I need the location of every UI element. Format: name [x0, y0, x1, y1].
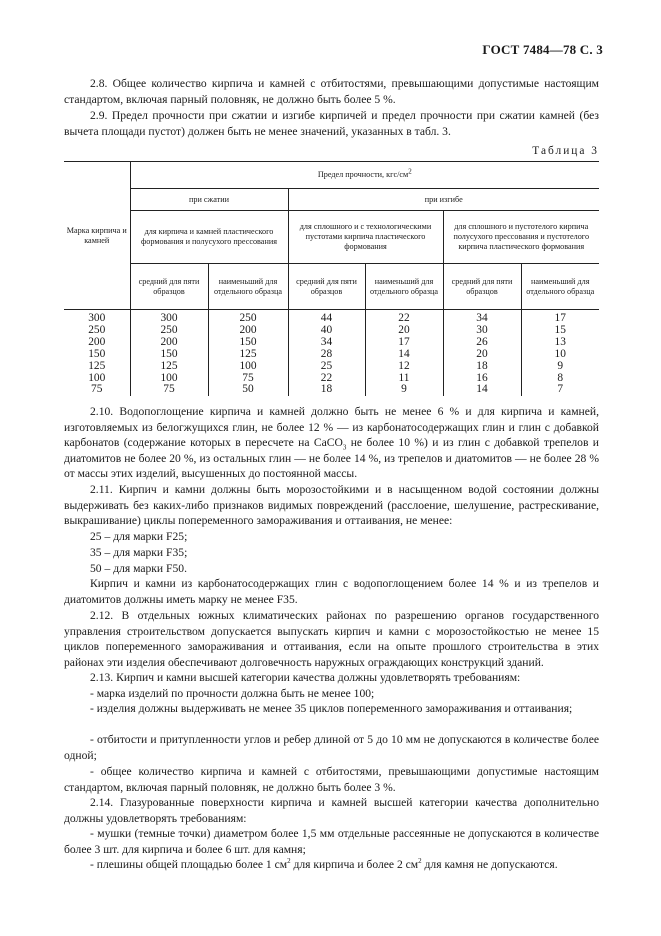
glaze-item-spots-text: - мушки (темные точки) диаметром более 1,5 мм отдельные рассеянные не допускаются в количестве более 3 шт. для кирпича и более 6 шт. для камня; [64, 827, 599, 856]
sub-avg-header: средний для пяти образцов [130, 264, 208, 310]
paragraph-2-10 [64, 404, 599, 482]
table-cell: 40 [320, 323, 333, 336]
col-mark-values [64, 310, 130, 397]
table-cell: 100 [160, 371, 178, 384]
col-compression-avg-values [130, 310, 208, 397]
sub-min-header: наименьший для отдельного образца [208, 264, 288, 310]
table-cell: 20 [476, 347, 488, 360]
paragraph-2-9 [64, 108, 599, 139]
strength-table [64, 161, 599, 396]
table-cell: 75 [163, 383, 175, 396]
frost-item-f35 [64, 545, 599, 561]
paragraph-2-8 [64, 76, 599, 107]
col-bending-hollow-avg-values [443, 310, 521, 397]
paragraph-2-14 [64, 795, 599, 826]
sub-avg-header: средний для пяти образцов [443, 264, 521, 310]
requirement-chipped [64, 764, 599, 795]
col-bending-solid-avg-values [288, 310, 365, 397]
glaze-sup-2: 2 [418, 857, 422, 866]
table-cell: 250 [239, 312, 257, 324]
requirement-strength [64, 686, 599, 702]
table-cell: 100 [88, 371, 106, 384]
paragraph-2-14-text: 2.14. Глазурованные поверхности кирпича и камней высшей категории качества дополнительно должны удовлетворять требованиям: [64, 796, 599, 825]
group-compression-header: для кирпича и камней пластического формования и полусухого прессования [130, 211, 288, 264]
table-cell: 300 [160, 312, 178, 324]
requirement-corners-text: - отбитости и притупленности углов и ребер длиной от 5 до 10 мм не допускаются в количестве более одной; [64, 733, 599, 762]
table-cell: 44 [320, 312, 333, 324]
paragraph-2-9-text: 2.9. Предел прочности при сжатии и изгибе кирпичей и предел прочности при сжатии камней (без вычета площади пустот) должен быть не менее значений, указанных в табл. 3. [64, 109, 599, 138]
table-cell: 75 [91, 383, 103, 396]
paragraph-2-13-text: 2.13. Кирпич и камни высшей категории качества должны удовлетворять требованиям: [90, 671, 521, 684]
table-cell: 17 [398, 335, 410, 348]
table-cell: 250 [160, 323, 178, 336]
glaze-item-patches-text-a: - плешины общей площадью более 1 см [90, 858, 288, 871]
glaze-sup-1: 2 [287, 857, 291, 866]
paragraph-2-11 [64, 482, 599, 529]
table-cell: 250 [88, 323, 106, 336]
table-cell: 9 [401, 383, 407, 396]
paragraph-2-12-text: 2.12. В отдельных южных климатических районах по разрешению органов государственного управления строительством допускается выпускать кирпич и камни с морозостойкостью не менее 15 циклов попеременного замораживания и оттаивания, если на опыте прошлого строительства в этих районах эти изделия обеспечивают долговечность наружных ограждающих конструкций зданий. [64, 609, 599, 669]
paragraph-2-10-sub: 3 [342, 443, 347, 452]
glaze-item-patches-text-b: для кирпича и более 2 см [290, 858, 419, 871]
table-cell: 22 [398, 312, 410, 324]
paragraph-frost-note [64, 576, 599, 607]
table-cell: 9 [557, 359, 564, 372]
sub-min-header: наименьший для отдельного образца [521, 264, 599, 310]
table-cell: 75 [242, 371, 254, 384]
paragraph-2-8-text: 2.8. Общее количество кирпича и камней с отбитостями, превышающими допустимые настоящим стандартом, включая парный половняк, не должно быть более 5 %. [64, 77, 599, 106]
table-cell: 125 [88, 359, 106, 372]
table-cell: 150 [160, 347, 178, 360]
table-cell: 22 [320, 371, 333, 384]
page-header: ГОСТ 7484—78 С. 3 [482, 42, 603, 57]
table-cell: 100 [239, 359, 257, 372]
paragraph-2-10-text-a: 2.10. Водопоглощение кирпича и камней должно быть не менее 6 % и для кирпича и камней, изготовляемых из белогжущихся глин, не более 12 % — из карбонатосодержащих глин и глин с добавкой карбонатов (содержание которых в пересчете на CaCO [64, 405, 599, 450]
paragraph-2-13 [64, 670, 599, 686]
table-cell: 17 [554, 312, 566, 324]
col-bending-header: при изгибе [288, 189, 599, 211]
paragraph-2-11-text: 2.11. Кирпич и камни должны быть морозостойкими и в насыщенном водой состоянии должны выдерживать без каких-либо признаков видимых повреждений (расслоение, шелушение, растрескивание, выкрашивание) циклы попеременного замораживания и оттаивания, не менее: [64, 483, 599, 528]
table-cell: 7 [557, 383, 564, 396]
table-cell: 16 [476, 371, 488, 384]
group-bending-hollow-header: для сплошного и пустотелого кирпича полусухого прессования и пустотелого кирпича пластического формования [443, 211, 599, 264]
table-cell: 28 [320, 347, 333, 360]
table-cell: 34 [320, 335, 333, 348]
group-bending-solid-header: для сплошного и с технологическими пустотами кирпича пластического формования [288, 211, 443, 264]
frost-item-f50-text: 50 – для марки F50. [90, 562, 187, 575]
table-cell: 200 [160, 335, 178, 348]
table-cell: 300 [88, 312, 106, 324]
requirement-chipped-text: - общее количество кирпича и камней с отбитостями, превышающими допустимые настоящим стандартом, включая парный половняк, не должно быть более 3 %. [64, 765, 599, 794]
col-bending-hollow-min-values [521, 310, 599, 397]
paragraph-2-10-text-b: не более 10 %) и из глин с добавкой трепелов и диатомитов не более 20 %, из остальных глин — не более 14 %, из трепелов и диатомитов — не более 28 % от массы этих изделий, высушенных до постоянной массы. [64, 436, 599, 481]
table-cell: 150 [88, 347, 106, 360]
table-cell: 14 [398, 347, 410, 360]
col-bending-solid-min-values [365, 310, 443, 397]
frost-item-f35-text: 35 – для марки F35; [90, 546, 188, 559]
frost-item-f50 [64, 561, 599, 577]
table-cell: 200 [88, 335, 106, 348]
frost-item-f25-text: 25 – для марки F25; [90, 530, 188, 543]
table-cell: 125 [160, 359, 178, 372]
table-cell: 26 [476, 335, 488, 348]
table-cell: 34 [476, 312, 488, 324]
table-cell: 8 [557, 371, 564, 384]
table-cell: 11 [398, 371, 410, 384]
table-cell: 10 [554, 347, 566, 360]
table-title: Таблица 3 [532, 145, 599, 157]
table-cell: 13 [554, 335, 566, 348]
col-compression-header: при сжатии [130, 189, 288, 211]
table-cell: 12 [398, 359, 410, 372]
frost-item-f25 [64, 529, 599, 545]
paragraph-2-12 [64, 608, 599, 670]
col-strength-header: Предел прочности, кгс/$см^2$ [130, 162, 599, 189]
sub-avg-header: средний для пяти образцов [288, 264, 365, 310]
table-cell: 200 [239, 323, 257, 336]
table-cell: 150 [239, 335, 257, 348]
table-cell: 30 [476, 323, 488, 336]
table-cell: 14 [476, 383, 488, 396]
requirement-strength-text: - марка изделий по прочности должна быть не менее 100; [90, 687, 375, 700]
table-cell: 15 [554, 323, 566, 336]
col-compression-min-values [208, 310, 288, 397]
paragraph-frost-note-text: Кирпич и камни из карбонатосодержащих глин с водопоглощением более 14 % и из трепелов и диатомитов должны иметь марку не менее F35. [64, 577, 599, 606]
sub-min-header: наименьший для отдельного образца [365, 264, 443, 310]
requirement-corners [64, 732, 599, 763]
glaze-item-spots [64, 826, 599, 857]
col-mark-header: Марка кирпича и камней [64, 162, 130, 310]
table-cell: 50 [242, 383, 254, 396]
table-cell: 18 [476, 359, 488, 372]
table-cell: 25 [320, 359, 333, 372]
table-cell: 20 [398, 323, 410, 336]
requirement-frost [64, 701, 599, 717]
table-body-row [64, 310, 599, 397]
table-cell: 125 [239, 347, 257, 360]
table-cell: 18 [320, 383, 333, 396]
glaze-item-patches [64, 857, 599, 873]
requirement-frost-text: - изделия должны выдерживать не менее 35 циклов попеременного замораживания и оттаивания; [90, 702, 573, 715]
glaze-item-patches-text-c: для камня не допускаются. [421, 858, 558, 871]
